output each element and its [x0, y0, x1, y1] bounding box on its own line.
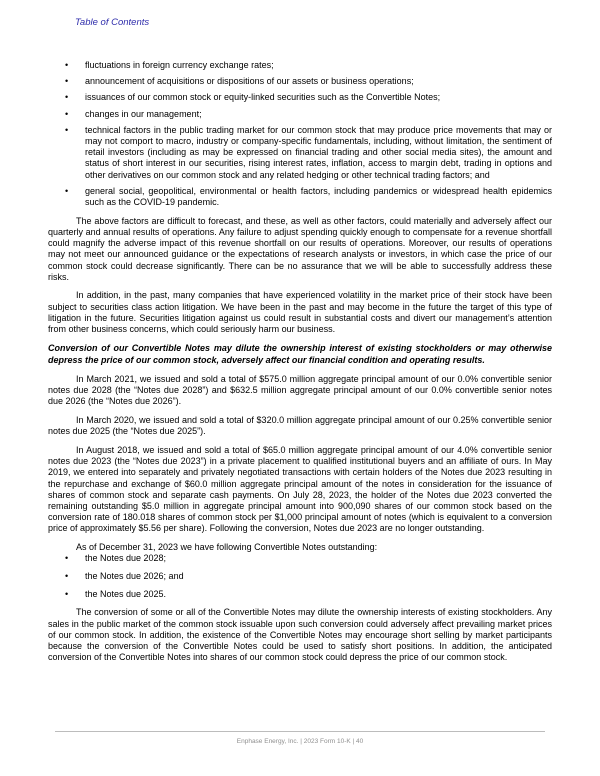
- notes-bullet-2025: • the Notes due 2025.: [48, 589, 552, 600]
- risk-bullet-issuances: • issuances of our common stock or equity-linked securities such as the Convertible Notes;: [48, 92, 552, 103]
- risk-bullet-technical-factors: • technical factors in the public trading market for our common stock that may produce price movements that may or may not comport to macro, industry or company-specific fundamentals, including, without limitation, the sentiment of retail investors (including as may be expressed on financial trading and other social media sites), the amount and status of short interest in our securities, rising interest rates, inflation, access to margin debt, trading in options and other derivatives on our common stock and any related hedging or other technical trading factors; and: [48, 125, 552, 181]
- paragraph-above-factors: The above factors are difficult to forecast, and these, as well as other factors, could materially and adversely affect our quarterly and annual results of operations. Any failure to adjust spending quickly enough to compensate for a revenue shortfall could magnify the adverse impact of this revenue shortfall on our results of operations. Moreover, our results of operations may not meet our announced guidance or the expectations of research analysts or investors, in which case the price of our common stock could decrease significantly. There can be no assurance that we will be able to successfully address these risks.: [48, 215, 552, 282]
- paragraph-march-2020: In March 2020, we issued and sold a total of $320.0 million aggregate principal amount of our 0.25% convertible senior notes due 2025 (the “Notes due 2025”).: [48, 415, 552, 437]
- table-of-contents-link[interactable]: Table of Contents: [75, 17, 150, 28]
- paragraph-march-2021: In March 2021, we issued and sold a total of $575.0 million aggregate principal amount of our 0.0% convertible senior notes due 2028 (the “Notes due 2028”) and $632.5 million aggregate principal amount of our 0.0% convertible senior notes due 2026 (the “Notes due 2026”).: [48, 373, 552, 407]
- notes-bullet-2026: • the Notes due 2026; and: [48, 571, 552, 582]
- paragraph-as-of-date: As of December 31, 2023 we have following Convertible Notes outstanding:: [76, 542, 378, 553]
- page-footer: Enphase Energy, Inc. | 2023 Form 10-K | 40: [236, 738, 364, 745]
- risk-bullet-acquisitions: • announcement of acquisitions or dispositions of our assets or business operations;: [48, 76, 552, 87]
- notes-bullet-2028: • the Notes due 2028;: [48, 553, 552, 564]
- section-heading-conversion-risk: Conversion of our Convertible Notes may dilute the ownership interest of existing stockholders or may otherwise depress the price of our common stock, adversely affect our financial condition and operating results.: [48, 343, 552, 365]
- paragraph-litigation: In addition, in the past, many companies that have experienced volatility in the market price of their stock have been subject to securities class action litigation. We have been in the past and may become in the future the target of this type of litigation in the future. Securities litigation against us could result in substantial costs and divert our management’s attention from other business concerns, which could seriously harm our business.: [48, 290, 552, 335]
- risk-factor-bullet-list: [48, 60, 552, 208]
- risk-bullet-currency: • fluctuations in foreign currency exchange rates;: [48, 60, 552, 71]
- risk-bullet-management: • changes in our management;: [48, 109, 552, 120]
- outstanding-notes-bullet-list: [48, 553, 552, 600]
- paragraph-conversion-closing: The conversion of some or all of the Convertible Notes may dilute the ownership interests of existing stockholders. Any sales in the public market of the common stock issuable upon such conversion could adversely affect prevailing market prices of our common stock. In addition, the existence of the Convertible Notes may encourage short selling by market participants because the conversion of the Convertible Notes could be used to satisfy short positions. In addition, the anticipated conversion of the Convertible Notes into shares of our common stock could depress the price of our common stock.: [48, 607, 552, 663]
- footer-divider: [55, 731, 545, 732]
- risk-bullet-general-social: • general social, geopolitical, environmental or health factors, including pandemics or widespread health epidemics such as the COVID-19 pandemic.: [48, 186, 552, 208]
- paragraph-august-2018: In August 2018, we issued and sold a total of $65.0 million aggregate principal amount of our 4.0% convertible senior notes due 2023 (the “Notes due 2023”) in a private placement to qualified institutional buyers and an affiliate of ours. In May 2019, we entered into separately and privately negotiated transactions with certain holders of the Notes due 2023 resulting in the repurchase and exchange of $60.0 million aggregate principal amount of the notes in consideration for the issuance of shares of common stock and separate cash payments. On July 28, 2023, the holder of the Notes due 2023 converted the remaining outstanding $5.0 million in aggregate principal amount into 900,090 shares of our common stock based on the conversion rate of 180.018 shares of common stock per $1,000 principal amount of notes (which is equivalent to a conversion price of approximately $5.56 per share). Following the conversion, Notes due 2023 are no longer outstanding.: [48, 444, 552, 534]
